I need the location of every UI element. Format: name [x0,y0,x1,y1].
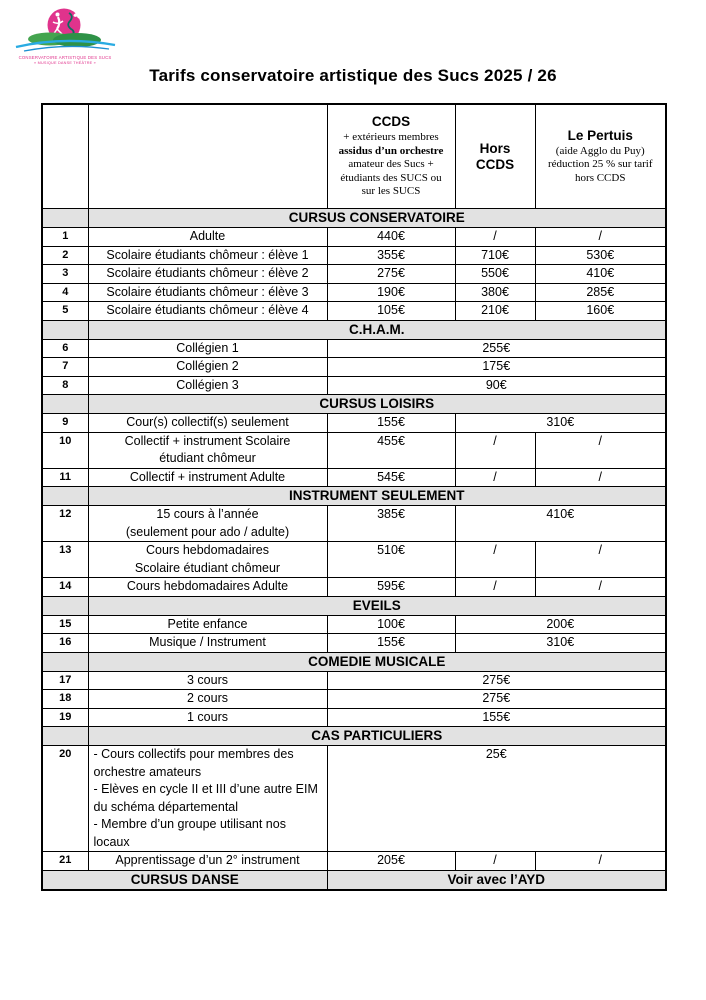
price-cell: 440€ [327,228,455,247]
row-number: 3 [42,265,88,284]
row-label: 2 cours [88,690,327,709]
row-label: Cour(s) collectif(s) seulement [88,414,327,433]
row-number: 19 [42,708,88,727]
row-number: 7 [42,358,88,377]
row-label: 3 cours [88,671,327,690]
ccds-sub-line: sur les SUCS [361,185,421,198]
table-row [42,468,666,487]
table-row [42,358,666,377]
pertuis-sub-line: réduction 25 % sur tarif [548,158,653,171]
price-cell: 710€ [455,246,535,265]
table-row [42,228,666,247]
row-label: 1 cours [88,708,327,727]
price-cell: 100€ [327,615,455,634]
section-number-cell [42,596,88,615]
conservatoire-logo [14,6,118,66]
price-cell: / [455,228,535,247]
price-cell: / [535,468,666,487]
row-label: Petite enfance [88,615,327,634]
price-cell: / [455,542,535,578]
pertuis-column-title: Le Pertuis [567,127,633,143]
row-label: Scolaire étudiants chômeur : élève 1 [88,246,327,265]
row-label: Collégien 1 [88,339,327,358]
row-number: 8 [42,376,88,395]
table-row [42,708,666,727]
price-cell: / [535,542,666,578]
section-row [42,395,666,414]
section-row [42,652,666,671]
header-row [42,104,666,209]
section-number-cell [42,209,88,228]
header-hors-ccds-cell [455,104,535,209]
logo-org-name: CONSERVATOIRE ARTISTIQUE DES SUCS [18,55,112,60]
row-number: 12 [42,506,88,542]
ccds-sub-line: amateur des Sucs + [348,158,434,171]
price-cell: / [535,228,666,247]
row-label: Cours hebdomadaires Adulte [88,578,327,597]
price-cell: 275€ [327,265,455,284]
row-number: 18 [42,690,88,709]
price-cell: 155€ [327,634,455,653]
table-row [42,671,666,690]
row-number: 6 [42,339,88,358]
price-cell: 155€ [327,708,666,727]
row-label: Musique / Instrument [88,634,327,653]
price-cell: 205€ [327,852,455,871]
price-cell: 25€ [327,746,666,852]
section-number-cell [42,727,88,746]
price-cell: 175€ [327,358,666,377]
logo-tagline: « MUSIQUE DANSE THÉÂTRE » [34,61,96,65]
footer-value: Voir avec l’AYD [327,870,666,890]
table-row [42,634,666,653]
pertuis-sub-line: hors CCDS [575,171,626,184]
table-row [42,432,666,468]
price-cell: / [455,578,535,597]
row-label: Cours hebdomadaires Scolaire étudiant chômeur [88,542,327,578]
section-label: CAS PARTICULIERS [88,727,666,746]
price-cell: 385€ [327,506,455,542]
row-label: Scolaire étudiants chômeur : élève 3 [88,283,327,302]
price-cell: 550€ [455,265,535,284]
table-row [42,690,666,709]
ccds-column-title: CCDS [371,114,411,130]
section-row [42,727,666,746]
footer-row [42,870,666,890]
price-cell: 410€ [455,506,666,542]
footer-label: CURSUS DANSE [42,870,327,890]
table-row [42,615,666,634]
section-row [42,320,666,339]
row-number: 21 [42,852,88,871]
header-empty-label-cell [88,104,327,209]
price-cell: 380€ [455,283,535,302]
price-cell: 455€ [327,432,455,468]
price-cell: 355€ [327,246,455,265]
table-row [42,302,666,321]
row-label: 15 cours à l’année (seulement pour ado / adulte) [88,506,327,542]
page-title: Tarifs conservatoire artistique des Sucs 2025 / 26 [149,66,557,85]
row-number: 2 [42,246,88,265]
section-label: CURSUS CONSERVATOIRE [88,209,666,228]
row-number: 20 [42,746,88,852]
row-label: Scolaire étudiants chômeur : élève 4 [88,302,327,321]
pertuis-sub-line: (aide Agglo du Puy) [555,144,645,157]
row-number: 17 [42,671,88,690]
table-row [42,506,666,542]
price-cell: 275€ [327,690,666,709]
price-cell: 310€ [455,414,666,433]
ccds-sub-line: + extérieurs membres [343,131,439,144]
price-cell: 530€ [535,246,666,265]
price-cell: 200€ [455,615,666,634]
row-label: Scolaire étudiants chômeur : élève 2 [88,265,327,284]
section-label: EVEILS [88,596,666,615]
price-cell: 545€ [327,468,455,487]
row-label: Collectif + instrument Adulte [88,468,327,487]
header-empty-number-cell [42,104,88,209]
price-cell: 285€ [535,283,666,302]
price-cell: 90€ [327,376,666,395]
section-row [42,596,666,615]
section-row [42,209,666,228]
section-number-cell [42,487,88,506]
row-number: 10 [42,432,88,468]
price-cell: 310€ [455,634,666,653]
pertuis-column-subtext [538,145,664,186]
row-label: Apprentissage d’un 2° instrument [88,852,327,871]
row-number: 9 [42,414,88,433]
price-cell: 595€ [327,578,455,597]
section-row [42,487,666,506]
row-label: Collectif + instrument Scolaire étudiant chômeur [88,432,327,468]
table-row [42,283,666,302]
table-row [42,414,666,433]
ccds-column-subtext [330,131,453,199]
table-row [42,265,666,284]
tariff-table [41,103,667,891]
row-number: 15 [42,615,88,634]
header-ccds-cell [327,104,455,209]
price-cell: 255€ [327,339,666,358]
price-cell: 410€ [535,265,666,284]
table-row [42,246,666,265]
header-pertuis-cell [535,104,666,209]
table-row [42,578,666,597]
row-label: Collégien 3 [88,376,327,395]
price-cell: 190€ [327,283,455,302]
price-cell: 210€ [455,302,535,321]
section-number-cell [42,320,88,339]
table-row [42,852,666,871]
table-row [42,376,666,395]
price-cell: / [455,432,535,468]
section-number-cell [42,652,88,671]
price-cell: / [455,468,535,487]
price-cell: 160€ [535,302,666,321]
price-cell: / [455,852,535,871]
row-number: 16 [42,634,88,653]
price-cell: / [535,578,666,597]
row-number: 4 [42,283,88,302]
section-label: C.H.A.M. [88,320,666,339]
section-label: COMEDIE MUSICALE [88,652,666,671]
hors-ccds-column-title: Hors CCDS [475,140,515,172]
row-number: 5 [42,302,88,321]
hills-icon [28,33,101,48]
row-label: - Cours collectifs pour membres des orchestre amateurs - Elèves en cycle II et III d’une autre EIM du schéma départemental - Membre d’un groupe utilisant nos locaux [88,746,327,852]
row-number: 1 [42,228,88,247]
row-number: 14 [42,578,88,597]
price-cell: / [535,852,666,871]
price-cell: 105€ [327,302,455,321]
section-label: CURSUS LOISIRS [88,395,666,414]
price-cell: 510€ [327,542,455,578]
section-number-cell [42,395,88,414]
logo-artwork [16,9,115,52]
ccds-sub-line: assidus d’un orchestre [338,144,444,157]
row-label: Adulte [88,228,327,247]
section-label: INSTRUMENT SEULEMENT [88,487,666,506]
table-row [42,339,666,358]
table-row [42,542,666,578]
row-number: 13 [42,542,88,578]
price-cell: 275€ [327,671,666,690]
row-label: Collégien 2 [88,358,327,377]
table-row [42,746,666,852]
price-cell: / [535,432,666,468]
row-number: 11 [42,468,88,487]
price-cell: 155€ [327,414,455,433]
ccds-sub-line: étudiants des SUCS ou [340,171,442,184]
